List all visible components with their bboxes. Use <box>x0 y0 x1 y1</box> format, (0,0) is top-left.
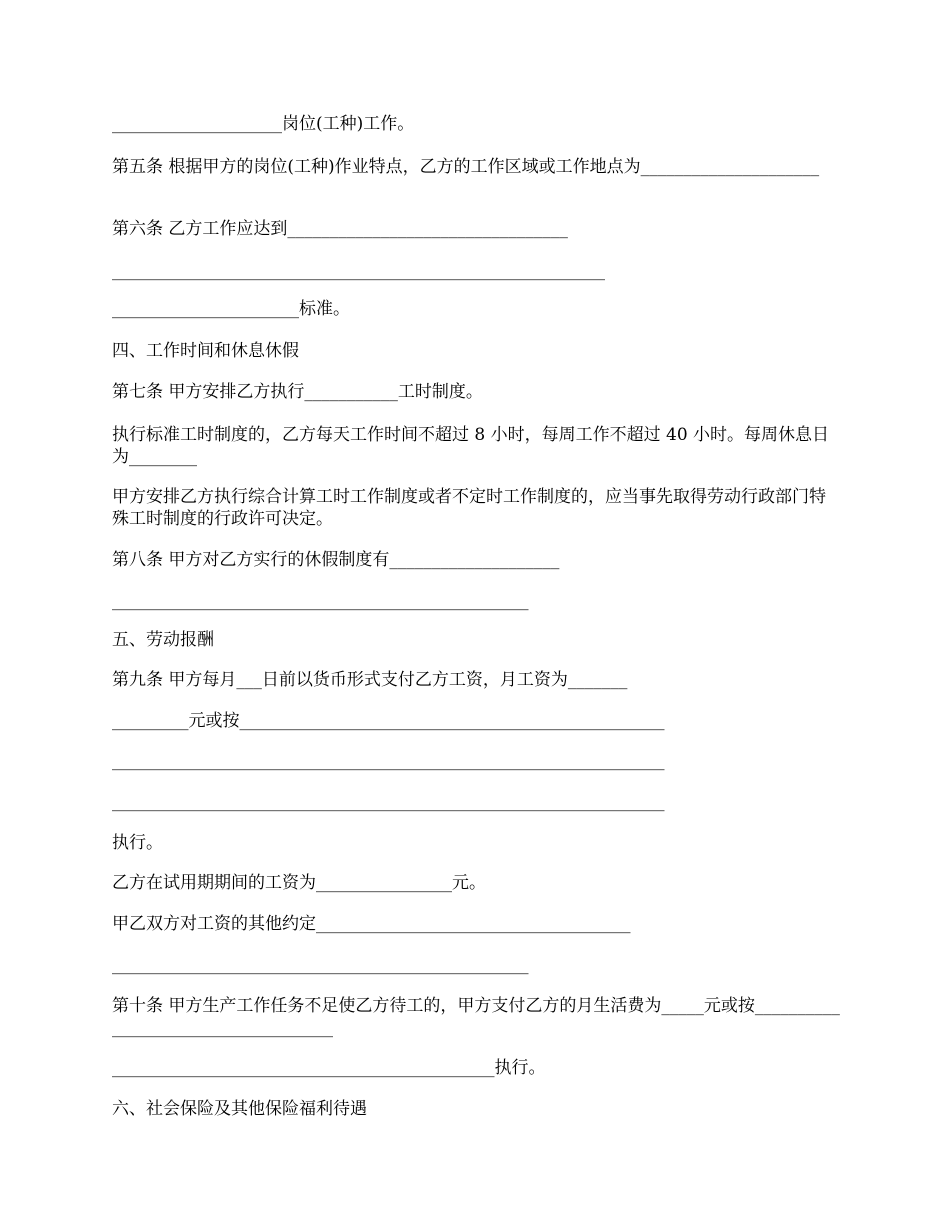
paragraph-standard-hours: 执行标准工时制度的，乙方每天工作时间不超过 8 小时，每周工作不超过 40 小时。每周休息日为________ <box>112 425 830 467</box>
paragraph-article-10-execute: _____________________________________________执行。 <box>112 1058 546 1078</box>
paragraph-article-6: 第六条 乙方工作应达到_________________________________ <box>112 219 568 239</box>
paragraph-other-wage-terms: 甲乙双方对工资的其他约定_____________________________________ <box>112 914 631 934</box>
section-heading-remuneration: 五、劳动报酬 <box>112 630 214 650</box>
paragraph-article-8-blank: _________________________________________________ <box>112 591 529 611</box>
section-heading-social-insurance: 六、社会保险及其他保险福利待遇 <box>112 1099 367 1119</box>
section-heading-work-hours: 四、工作时间和休息休假 <box>112 341 299 361</box>
paragraph-article-6-standard: ______________________标准。 <box>112 299 350 319</box>
paragraph-article-9: 第九条 甲方每月___日前以货币形式支付乙方工资，月工资为_______ <box>112 670 628 690</box>
paragraph-article-8: 第八条 甲方对乙方实行的休假制度有____________________ <box>112 550 560 570</box>
paragraph-article-9-blank-2: _________________________________________________________________ <box>112 792 665 812</box>
paragraph-article-10: 第十条 甲方生产工作任务不足使乙方待工的，甲方支付乙方的月生活费为_____元或按____________________________________ <box>112 996 840 1038</box>
paragraph-article-9-execute: 执行。 <box>112 833 163 853</box>
paragraph-probation-wage: 乙方在试用期期间的工资为________________元。 <box>112 873 486 893</box>
paragraph-article-9-blank-1: _________________________________________________________________ <box>112 751 665 771</box>
paragraph-article-7: 第七条 甲方安排乙方执行___________工时制度。 <box>112 382 483 402</box>
paragraph-article-6-blank: __________________________________________________________ <box>112 261 605 281</box>
paragraph-other-wage-blank: _________________________________________________ <box>112 955 529 975</box>
paragraph-article-9-amount: _________元或按__________________________________________________ <box>112 711 665 731</box>
paragraph-article-5: 第五条 根据甲方的岗位(工种)作业特点，乙方的工作区域或工作地点为_____________________ <box>112 157 820 177</box>
paragraph-post-duty: ____________________岗位(工种)工作。 <box>112 114 415 134</box>
paragraph-special-hours: 甲方安排乙方执行综合计算工时工作制度或者不定时工作制度的，应当事先取得劳动行政部门特殊工时制度的行政许可决定。 <box>112 487 826 529</box>
